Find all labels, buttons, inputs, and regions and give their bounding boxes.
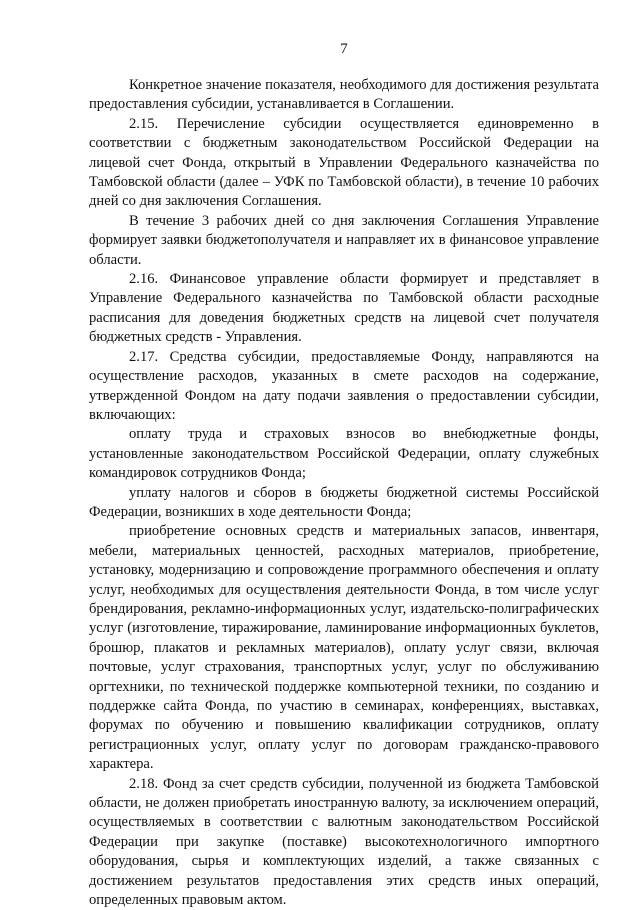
paragraph-2-16: 2.16. Финансовое управление области формирует и представляет в Управление Федерального казначейства по Тамбовской области расходные расписания для доведения бюджетных средств на лицевой счет получателя бюджетных средств - Управления. [89,271,599,346]
document-body [89,76,599,910]
paragraph-2-17: 2.17. Средства субсидии, предоставляемые Фонду, направляются на осуществление расходов, указанных в смете расходов на содержание, утвержденной Фондом на дату подачи заявления о предоставлении субсидии, включающих: [89,348,599,423]
paragraph-applications: В течение 3 рабочих дней со дня заключения Соглашения Управление формирует заявки бюджетополучателя и направляет их в финансовое управление области. [89,212,599,268]
paragraph-2-15: 2.15. Перечисление субсидии осуществляется единовременно в соответствии с бюджетным законодательством Российской Федерации на лицевой счет Фонда, открытый в Управлении Федерального казначейства по Тамбовской области (далее – УФК по Тамбовской области), в течение 10 рабочих дней со дня заключения Соглашения. [89,115,599,210]
paragraph-taxes: уплату налогов и сборов в бюджеты бюджетной системы Российской Федерации, возникших в ходе деятельности Фонда; [89,484,599,520]
paragraph-indicator-value: Конкретное значение показателя, необходимого для достижения результата предоставления субсидии, устанавливается в Соглашении. [89,77,599,113]
paragraph-2-18: 2.18. Фонд за счет средств субсидии, полученной из бюджета Тамбовской области, не должен приобретать иностранную валюту, за исключением операций, осуществляемых в соответствии с валютным законодательством Российской Федерации при закупке (поставке) высокотехнологичного импортного оборудования, сырья и комплектующих изделий, а также связанных с достижением результатов предоставления этих средств иных операций, определенных правовым актом. [89,775,599,909]
paragraph-labor-payment: оплату труда и страховых взносов во внебюджетные фонды, установленные законодательством Российской Федерации, оплату служебных командировок сотрудников Фонда; [89,426,599,482]
paragraph-acquisitions: приобретение основных средств и материальных запасов, инвентаря, мебели, материальных ценностей, расходных материалов, приобретение, установку, модернизацию и сопровождение программного обеспечения и оплату услуг, необходимых для осуществления деятельности Фонда, в том числе услуг брендирования, рекламно-информационных услуг, издательско-полиграфических услуг (изготовление, тиражирование, ламинирование информационных буклетов, брошюр, плакатов и рекламных материалов), оплату услуг связи, включая почтовые, услуг страхования, транспортных услуг, услуг по обслуживанию оргтехники, по технической поддержке компьютерной техники, по созданию и поддержке сайта Фонда, по участию в семинарах, конференциях, выставках, форумах по обучению и повышению квалификации сотрудников, оплату регистрационных услуг, оплату услуг по договорам гражданско-правового характера. [89,523,599,773]
page-number: 7 [340,41,348,57]
